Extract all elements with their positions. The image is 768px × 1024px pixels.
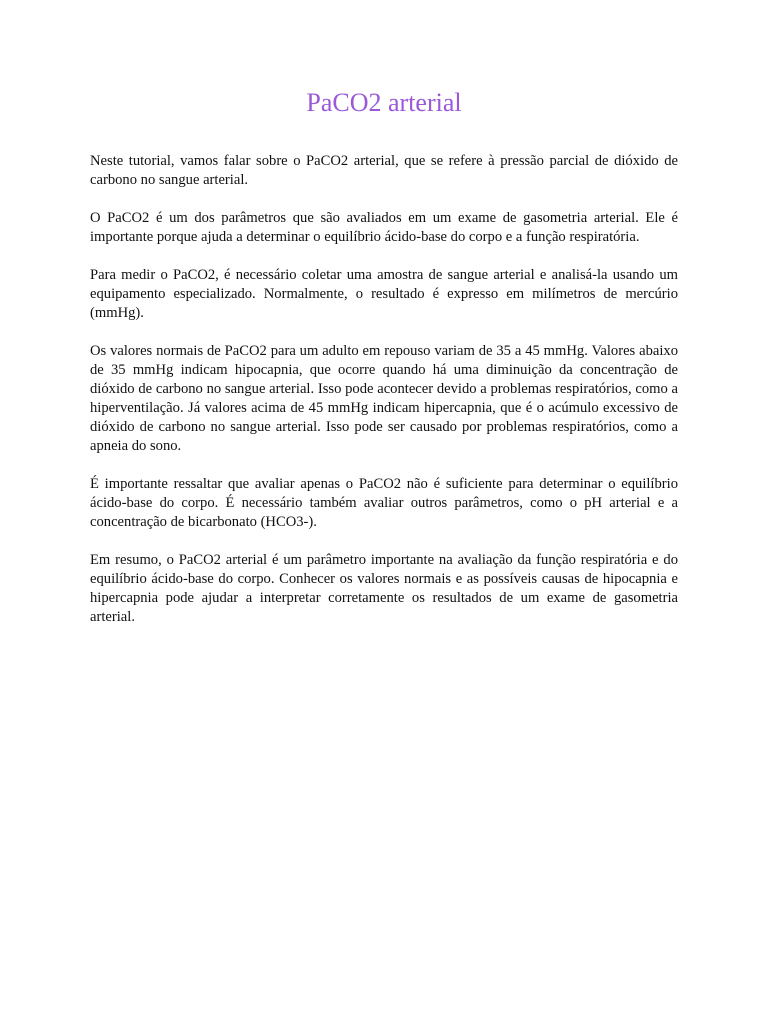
paragraph-valores-normais: Os valores normais de PaCO2 para um adulto em repouso variam de 35 a 45 mmHg. Valores abaixo de 35 mmHg indicam hipocapnia, que ocorre quando há uma diminuição da concentração de dióxido de carbono no sangue arterial. Isso pode acontecer devido a problemas respiratórios, como a hiperventilação. Já valores acima de 45 mmHg indicam hipercapnia, que é o acúmulo excessivo de dióxido de carbono no sangue arterial. Isso pode ser causado por problemas respiratórios, como a apneia do sono.: [90, 343, 678, 454]
paragraph-intro: Neste tutorial, vamos falar sobre o PaCO2 arterial, que se refere à pressão parcial de dióxido de carbono no sangue arterial.: [90, 153, 678, 188]
paragraph-outros-parametros: É importante ressaltar que avaliar apenas o PaCO2 não é suficiente para determinar o equilíbrio ácido-base do corpo. É necessário também avaliar outros parâmetros, como o pH arterial e a concentração de bicarbonato (HCO3-).: [90, 476, 678, 530]
document-body: [90, 152, 678, 627]
paragraph-medicao: Para medir o PaCO2, é necessário coletar uma amostra de sangue arterial e analisá-la usando um equipamento especializado. Normalmente, o resultado é expresso em milímetros de mercúrio (mmHg).: [90, 267, 678, 321]
paragraph-gasometria: O PaCO2 é um dos parâmetros que são avaliados em um exame de gasometria arterial. Ele é importante porque ajuda a determinar o equilíbrio ácido-base do corpo e a função respiratória.: [90, 210, 678, 245]
paragraph-resumo: Em resumo, o PaCO2 arterial é um parâmetro importante na avaliação da função respiratória e do equilíbrio ácido-base do corpo. Conhecer os valores normais e as possíveis causas de hipocapnia e hipercapnia pode ajudar a interpretar corretamente os resultados de um exame de gasometria arterial.: [90, 552, 678, 625]
page-title: PaCO2 arterial: [306, 88, 462, 117]
